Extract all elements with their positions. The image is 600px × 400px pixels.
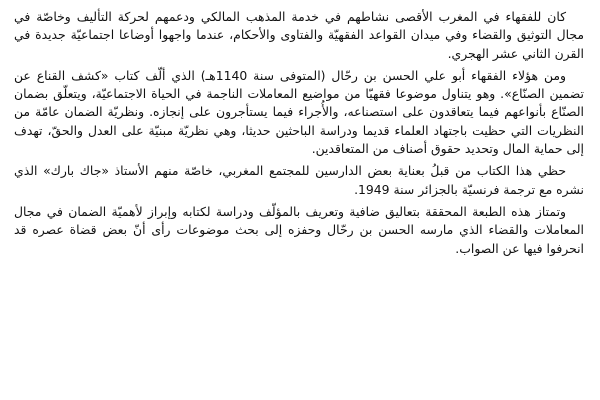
paragraph-prior-edition: حظي هذا الكتاب من قبلُ بعناية بعض الدارسين للمجتمع المغربي، خاصّة منهم الأستاذ «جاك بارك» الذي نشره مع ترجمة فرنسيّة بالجزائر سنة 1949. xyxy=(14,163,584,197)
paragraph-this-edition: وتمتاز هذه الطبعة المحققة بتعاليق ضافية وتعريف بالمؤلّف ودراسة لكتابه وإبراز لأهميّة الضمان في مجال المعاملات والقضاء الذي مارسه الحسن بن رحّال وحفزه إلى بحث موضوعات رأى أنّ بعض قضاة عصره قد انحرفوا فيها عن الصواب. xyxy=(14,203,584,256)
paragraph-intro: كان للفقهاء في المغرب الأقصى نشاطهم في خدمة المذهب المالكي ودعمهم لحركة التأليف وخاصّة في مجال التوثيق والقضاء وفي ميدان القواعد الفقهيّة والفتاوى والأحكام، عندما واجهوا أوضاعا اجتماعيّة جديدة في القرن الثاني عشر الهجري. xyxy=(14,9,584,61)
paragraph-author-book: ومن هؤلاء الفقهاء أبو علي الحسن بن رحّال (المتوفى سنة 1140هـ) الذي ألّف كتاب «كشف القناع عن تضمين الصنّاع». وهو يتناول موضوعا فقهيّا من مواضيع المعاملات الناجمة في الحياة الاجتماعيّة، ويتعلّق بضمان الصنّاع بأنواعهم فيما يتعاقدون على استصناعه، والأُجراء فيما يستأجرون على إنجازه. ونظريّة الضمان عامّة من النظريات التي حظيت باجتهاد العلماء قديما ودراسة الباحثين حديثا، وهي نظريّة مبنيّة على العدل والحقّ، تهدف إلى حماية المال وتحديد حقوق أصناف من المتعاقدين. xyxy=(14,67,584,157)
